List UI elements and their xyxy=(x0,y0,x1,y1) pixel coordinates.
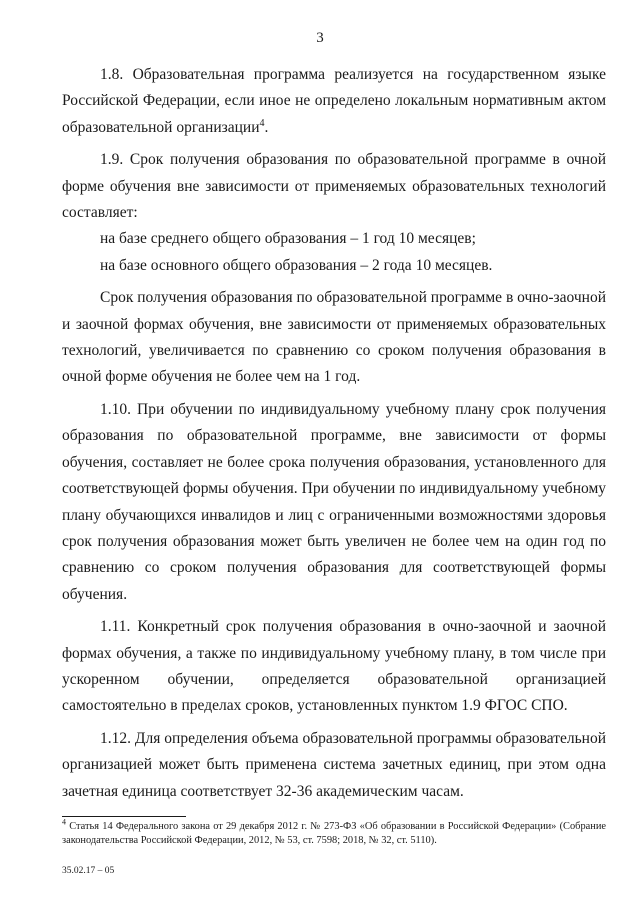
paragraph-1-9: 1.9. Срок получения образования по образовательной программе в очной форме обучения вне зависимости от применяемых образовательных технологий составляет: xyxy=(62,151,606,222)
paragraph-1-9-extra: Срок получения образования по образовательной программе в очно-заочной и заочной формах обучения, вне зависимости от применяемых образовательных технологий, увеличивается по сравнению со сроком получения образования в очной форме обучения не более чем на 1 год. xyxy=(62,289,606,386)
document-body xyxy=(62,62,606,805)
paragraph-1-11: 1.11. Конкретный срок получения образования в очно-заочной и заочной формах обучения, а также по индивидуальному учебному плану, в том числе при ускоренном обучении, определяется образовательной организацией самостоятельно в пределах сроков, установленных пунктом 1.9 ФГОС СПО. xyxy=(62,618,606,715)
footnote-divider xyxy=(62,816,186,817)
paragraph-1-10: 1.10. При обучении по индивидуальному учебному плану срок получения образования по образовательной программе, вне зависимости от формы обучения, составляет не более срока получения образования, установленного для соответствующей формы обучения. При обучении по индивидуальному учебному плану обучающихся инвалидов и лиц с ограниченными возможностями здоровья срок получения образования может быть увеличен не более чем на один год по сравнению со сроком получения образования для соответствующей формы обучения. xyxy=(62,400,606,603)
paragraph-1-9-item-2: на базе основного общего образования – 2 года 10 месяцев. xyxy=(100,256,493,274)
footnote-mark: 4 xyxy=(62,817,66,827)
paragraph-1-8: 1.8. Образовательная программа реализуется на государственном языке Российской Федерации, если иное не определено локальным нормативным актом образовательной организации$^4$. xyxy=(62,66,606,136)
footnote-text: Статья 14 Федерального закона от 29 декабря 2012 г. № 273-ФЗ «Об образовании в Российской Федерации» (Собрание законодательства Российской Федерации, 2012, № 53, ст. 7598; 2018, № 32, ст. 5110). xyxy=(62,821,606,846)
document-code: 35.02.17 – 05 xyxy=(62,866,115,876)
paragraph-1-9-item-1: на базе среднего общего образования – 1 год 10 месяцев; xyxy=(100,230,476,248)
paragraph-1-12: 1.12. Для определения объема образовательной программы образовательной организацией может быть применена система зачетных единиц, при этом одна зачетная единица соответствует 32-36 академическим часам. xyxy=(62,729,606,800)
footnote-reference: 4 xyxy=(259,117,265,129)
footnote xyxy=(62,817,606,848)
page-number: 3 xyxy=(316,30,324,46)
paragraph-1-8-text: 1.8. Образовательная программа реализуется на государственном языке Российской Федерации, если иное не определено локальным нормативным актом образовательной организации xyxy=(62,66,606,136)
